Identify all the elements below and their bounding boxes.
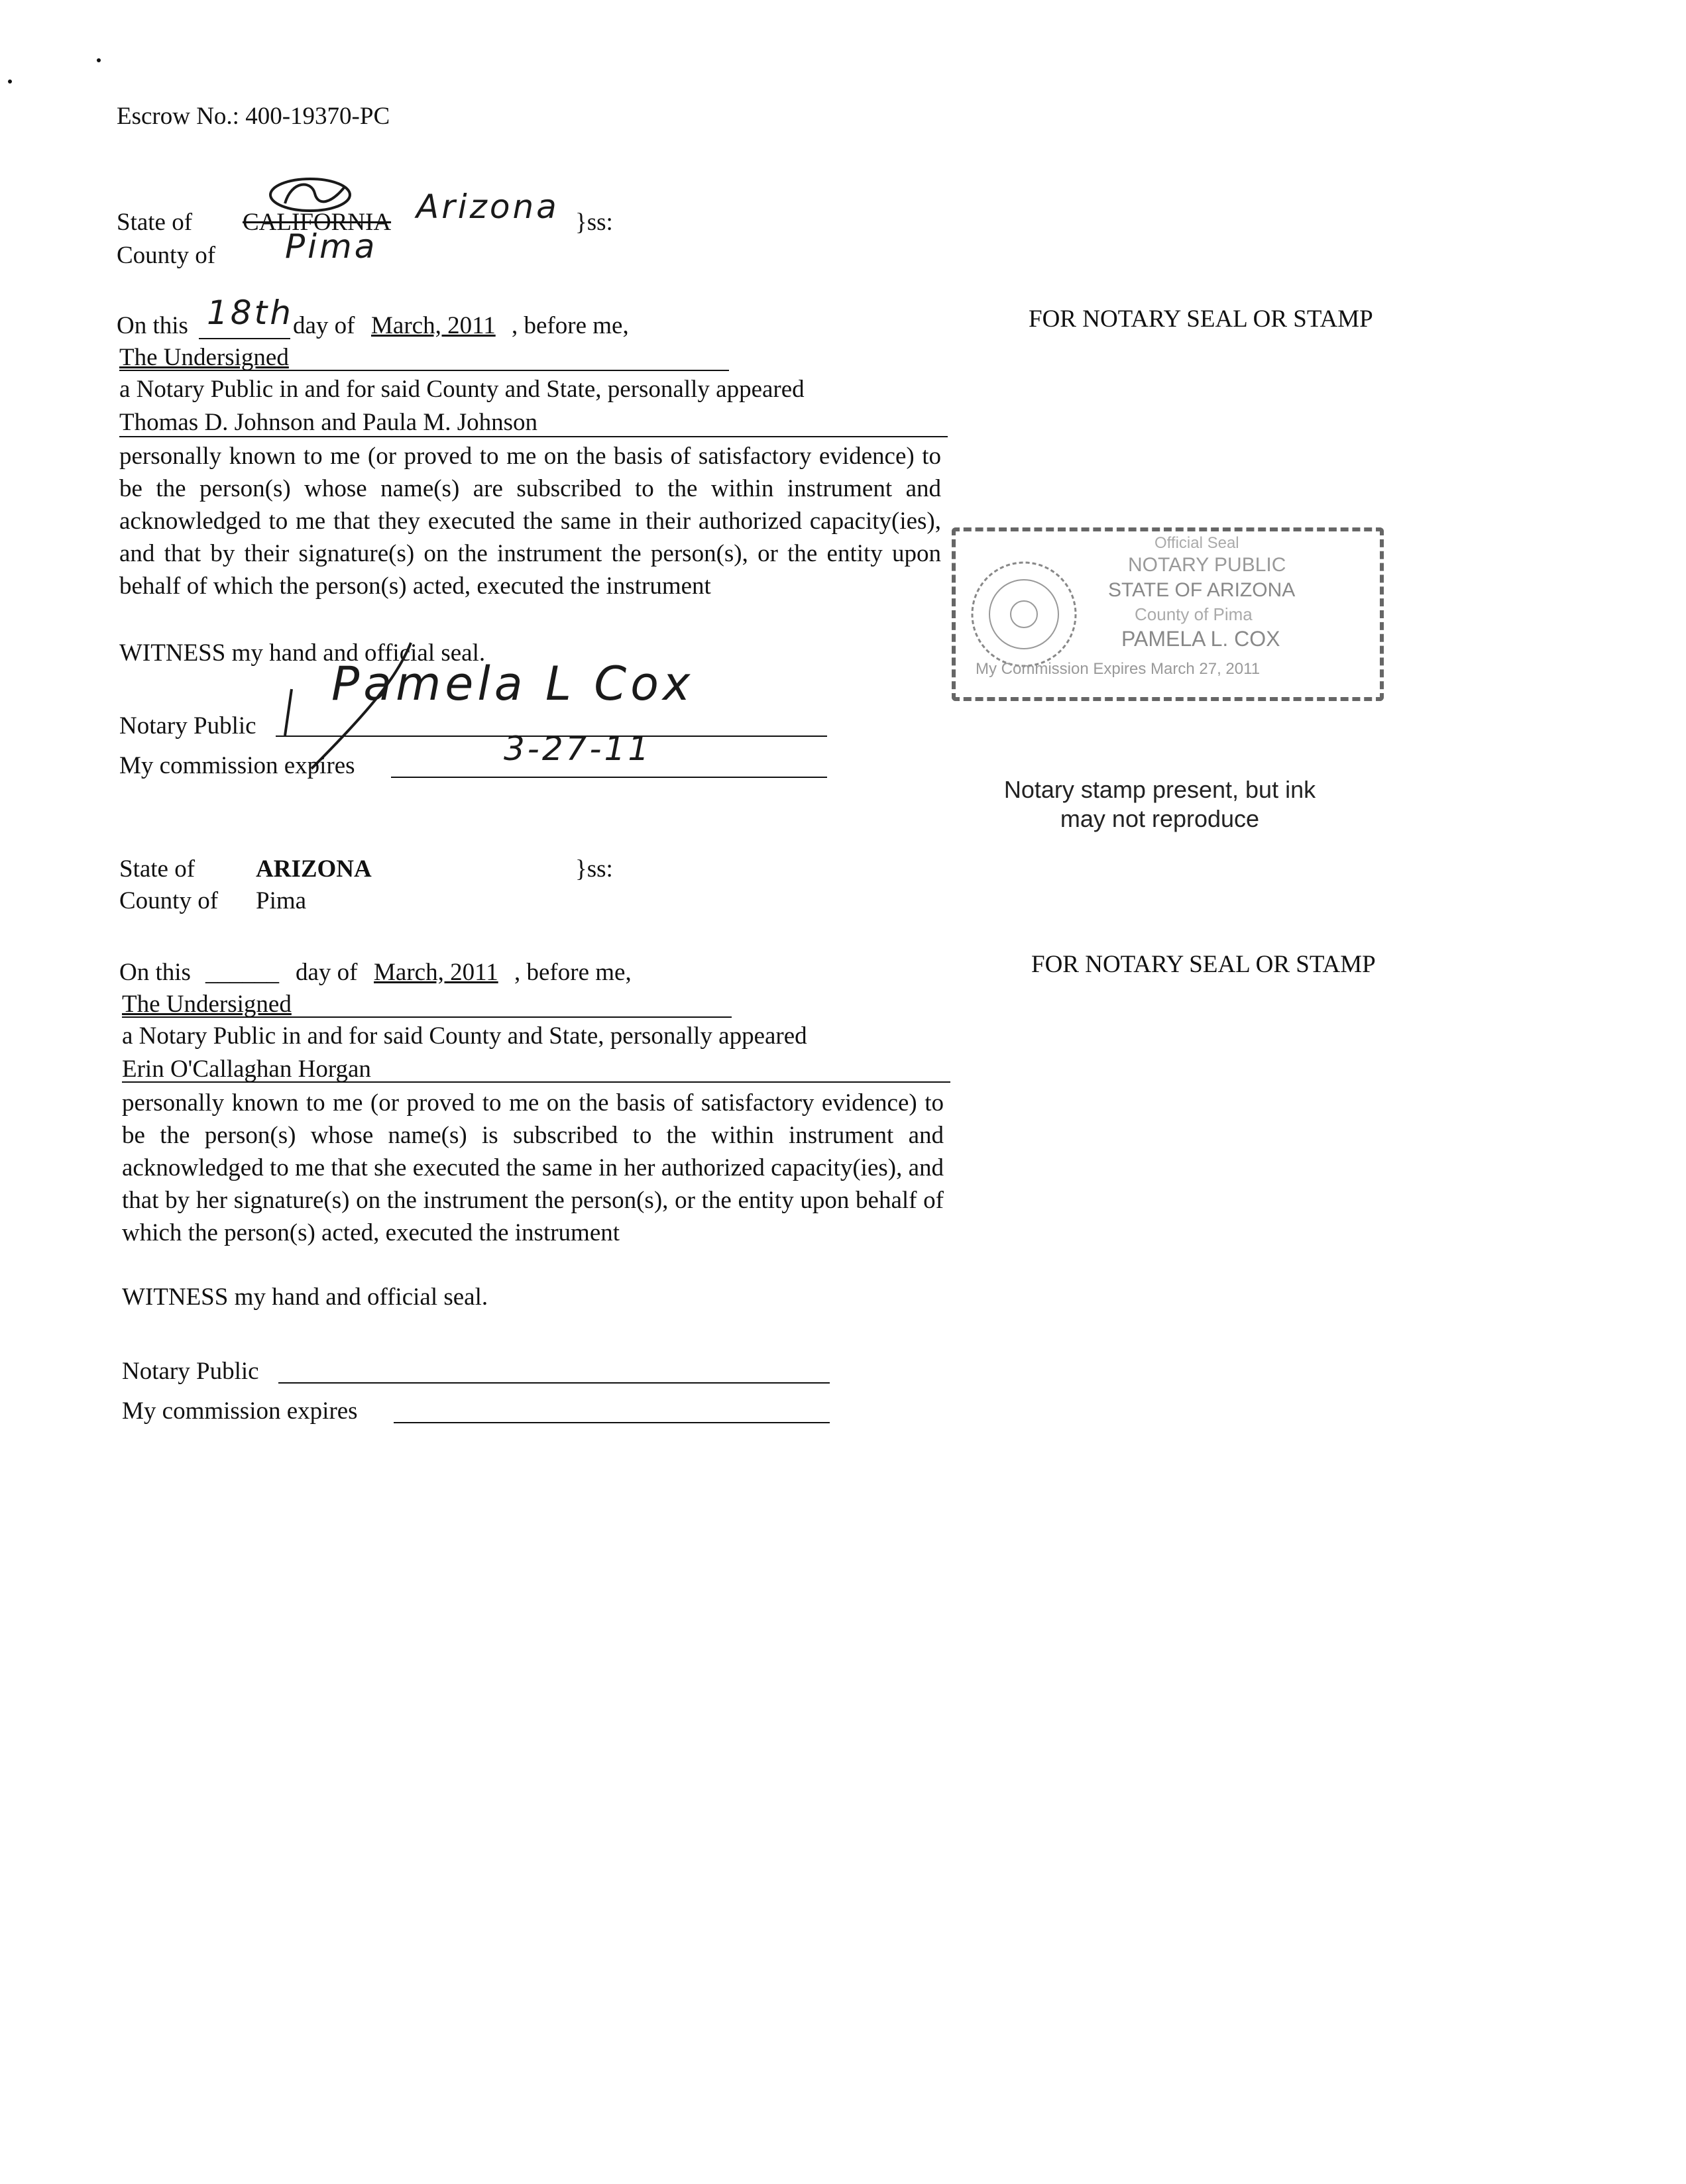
notary-public-label-2: Notary Public: [122, 1358, 259, 1385]
day-line-1: [199, 338, 290, 339]
county-label-1: County of: [117, 242, 216, 269]
undersigned-line-1: [119, 370, 729, 371]
commission-label-1: My commission expires: [119, 752, 355, 779]
notary-stamp: [952, 527, 1384, 701]
stamp-note: [954, 775, 1365, 834]
state-label-1: State of: [117, 209, 193, 236]
names-1: Thomas D. Johnson and Paula M. Johnson: [119, 409, 538, 436]
names-line-2: [122, 1081, 950, 1083]
seal-heading-2: FOR NOTARY SEAL OR STAMP: [1031, 951, 1376, 978]
before-me-2: , before me,: [514, 959, 632, 986]
state-struck-1: CALIFORNIA: [243, 209, 392, 236]
county-handwritten-1: Pima: [285, 227, 378, 266]
names-2: Erin O'Callaghan Horgan: [122, 1056, 371, 1083]
witness-2: WITNESS my hand and official seal.: [122, 1283, 488, 1311]
before-me-1: , before me,: [512, 312, 629, 339]
state-2: ARIZONA: [256, 855, 372, 883]
day-handwritten-1: 18th: [207, 294, 294, 332]
stamp-line-notary: NOTARY PUBLIC: [1128, 554, 1286, 576]
acknowledgment-body-2: personally known to me (or proved to me on the basis of satisfactory evidence) to be the person(s) whose name(s) is subscribed to the within instrument and acknowledged to me that she executed the same in her authorized capacity(ies), and that by her signature(s) on the instrument the person(s), or the entity upon behalf of which the person(s) acted, executed the instrument: [122, 1089, 944, 1246]
undersigned-line-2: [122, 1016, 732, 1018]
escrow-label: Escrow No.:: [117, 103, 239, 130]
day-blank-2: ______: [205, 959, 279, 986]
stamp-note-line1: Notary stamp present, but ink: [1003, 776, 1316, 803]
day-of-2: day of: [296, 959, 358, 986]
escrow-value: 400-19370-PC: [245, 103, 390, 130]
stamp-note-line2: may not reproduce: [1060, 805, 1260, 832]
commission-handwritten-1: 3-27-11: [504, 730, 652, 768]
date-1: March, 2011: [371, 312, 496, 339]
commission-line-1: [391, 777, 827, 778]
ss-2: }ss:: [575, 855, 613, 883]
scan-speck: [8, 80, 12, 83]
scan-speck: [97, 58, 101, 62]
notary-line-2: a Notary Public in and for said County and State, personally appeared: [122, 1022, 807, 1050]
escrow-number: [117, 102, 390, 131]
state-handwritten-1: Arizona: [416, 188, 559, 226]
stamp-line-name: PAMELA L. COX: [1121, 627, 1280, 651]
acknowledgment-body-1: personally known to me (or proved to me on the basis of satisfactory evidence) to be the person(s) whose name(s) are subscribed to the within instrument and acknowledged to me that they executed the same in their authorized capacity(ies), and that by their signature(s) on the instrument the person(s), or the entity upon behalf of which the person(s) acted, executed the instrument: [119, 443, 941, 600]
undersigned-1: The Undersigned: [119, 344, 289, 371]
on-this-1: On this: [117, 312, 188, 339]
county-label-2: County of: [119, 887, 219, 914]
state-label-2: State of: [119, 855, 196, 883]
stamp-line-state: STATE OF ARIZONA: [1108, 579, 1296, 601]
undersigned-2: The Undersigned: [122, 991, 292, 1018]
witness-1: WITNESS my hand and official seal.: [119, 639, 486, 667]
names-line-1: [119, 436, 948, 437]
county-2: Pima: [256, 887, 307, 914]
notary-signature-1: Pamela L Cox: [331, 657, 695, 711]
notary-public-label-1: Notary Public: [119, 712, 256, 739]
stamp-line-county: County of Pima: [1135, 604, 1253, 624]
ss-1: }ss:: [575, 209, 613, 236]
notary-seal-emblem-icon: [968, 558, 1080, 671]
date-2: March, 2011: [374, 959, 498, 986]
stamp-line-official: Official Seal: [1154, 534, 1239, 552]
commission-label-2: My commission expires: [122, 1397, 358, 1425]
notary-line-1: a Notary Public in and for said County and State, personally appeared: [119, 376, 805, 403]
stamp-line-expires: My Commission Expires March 27, 2011: [976, 660, 1261, 678]
day-of-1: day of: [293, 312, 355, 339]
seal-heading-1: FOR NOTARY SEAL OR STAMP: [1029, 305, 1373, 333]
on-this-2: On this: [119, 959, 191, 986]
commission-line-2: [394, 1422, 830, 1423]
notary-signature-line-2: [278, 1382, 830, 1384]
